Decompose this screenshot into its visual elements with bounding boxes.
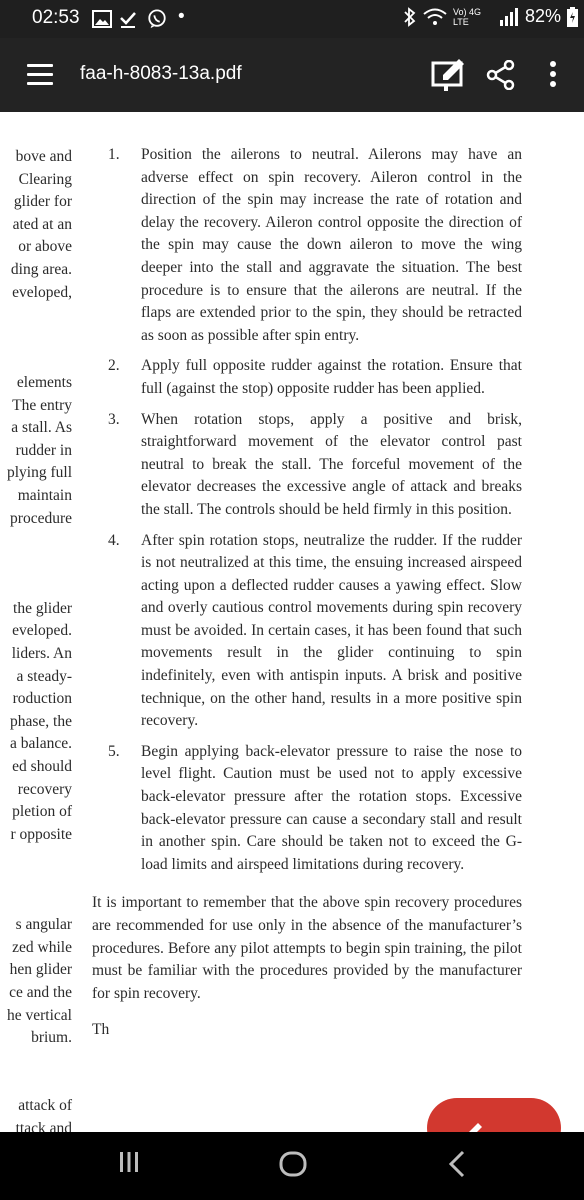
left-column-line: [0, 553, 72, 576]
signal-icon: [499, 8, 519, 26]
step-text: When rotation stops, apply a positive and brisk, straightforward movement of the elevator control past neutral to break the stall. The forceful movement of the elevator decreases the excessive angle of attack and breaks the stall. The controls should be held firmly in this position.: [141, 410, 522, 518]
step-number: 4.: [108, 531, 120, 549]
left-column-line: [0, 304, 72, 327]
status-right-group: [403, 6, 578, 27]
left-column-line: bove and: [15, 148, 72, 165]
battery-charging-icon: [567, 7, 578, 27]
step-text: Begin applying back-elevator pressure to raise the nose to level flight. Caution must be used not to apply excessive back-elevator pressure after the rotation stops. Excessive back-elevator pressure can cause a secondary stall and result in another spin. Care should be taken not to exceed the G-load limits and airspeed limitations during recovery.: [141, 742, 522, 873]
left-column-line: zed while: [12, 938, 72, 956]
left-column-line: [0, 1050, 72, 1073]
left-column-line: a balance.: [10, 735, 72, 753]
left-column-line: maintain: [17, 486, 72, 504]
left-column-line: attack of: [18, 1096, 72, 1114]
left-column-line: ce and the: [9, 983, 72, 1001]
left-column-line: ed should: [12, 758, 72, 776]
home-icon[interactable]: [279, 1150, 307, 1178]
left-column-line: plying full: [6, 464, 72, 482]
menu-icon[interactable]: [27, 64, 53, 86]
step-text: Position the ailerons to neutral. Ailerons may have an adverse effect on spin recovery. Aileron control in the direction of the spin may increase the rate of rotation and delay the recovery. Aileron control opposite the direction of the spin may cause the down aileron to move the wing deeper into the stall and aggravate the situation. The best procedure is to ensure that the ailerons are neutral. If the flaps are extended prior to the spin, they should be retracted as soon as possible after spin entry.: [141, 146, 522, 344]
step-item: [92, 409, 522, 522]
left-column-line: eveloped,: [12, 283, 72, 301]
left-column-line: [0, 349, 72, 372]
left-column-line: recovery: [17, 780, 72, 798]
step-item: [92, 355, 522, 400]
left-column-line: pletion of: [12, 803, 72, 821]
left-column-line: ding area.: [10, 260, 72, 278]
left-column-line: eveloped.: [12, 622, 72, 640]
step-item: [92, 530, 522, 733]
right-column: [92, 144, 522, 1042]
left-column-line: rudder in: [15, 441, 72, 459]
left-column-line: [0, 575, 72, 598]
left-column-line: roduction: [12, 690, 72, 708]
left-column-line: he vertical: [7, 1006, 72, 1024]
network-label: Vo) 4G LTE: [452, 6, 481, 27]
left-column-line: hen glider: [9, 961, 72, 979]
left-column-fragment: [0, 146, 72, 1132]
status-bar: [0, 0, 584, 38]
download-done-icon: [118, 9, 138, 29]
wifi-icon: [423, 8, 447, 26]
recent-apps-icon[interactable]: [118, 1150, 140, 1174]
left-column-line: Clearing: [18, 170, 72, 188]
app-bar: [0, 38, 584, 112]
left-column-line: ttack and: [15, 1119, 72, 1132]
step-item: [92, 741, 522, 877]
more-options-icon[interactable]: [549, 60, 557, 88]
left-column-line: the glider: [13, 599, 72, 617]
step-text: After spin rotation stops, neutralize the rudder. If the rudder is not neutralized at this time, the ensuing increased airspeed acting upon a deflected rudder causes a yawing effect. Slow and overly cautious control movements during spin recovery must be avoided. In certain cases, it has been found that such movements result in the glider continuing to spin indefinitely, even with antispin inputs. A brisk and positive technique, on the other hand, results in a more positive spin recovery.: [141, 531, 522, 730]
left-column-line: s angular: [15, 916, 72, 934]
left-column-line: phase, the: [10, 712, 72, 730]
document-title: faa-h-8083-13a.pdf: [80, 63, 242, 84]
status-time: 02:53: [32, 7, 80, 28]
closing-paragraph: It is important to remember that the above spin recovery procedures are recommended for use only in the absence of the manufacturer’s procedures. Before any pilot attempts to begin spin training, the pilot must be familiar with the procedures provided by the manufacturer for spin recovery.: [92, 894, 522, 1002]
step-number: 2.: [108, 357, 120, 375]
left-column-line: [0, 846, 72, 869]
left-column-line: a stall. As: [11, 419, 72, 437]
left-column-line: brium.: [31, 1029, 72, 1047]
navigation-bar: [0, 1132, 584, 1200]
left-column-line: elements: [16, 373, 72, 391]
notification-dot: •: [178, 6, 185, 27]
left-column-line: r opposite: [10, 825, 72, 843]
left-column-line: [0, 1072, 72, 1095]
step-item: [92, 144, 522, 347]
left-column-line: [0, 892, 72, 915]
step-number: 1.: [108, 146, 120, 163]
viber-icon: [146, 9, 168, 29]
step-text: Apply full opposite rudder against the rotation. Ensure that full (against the stop) opposite rudder has been applied.: [141, 357, 522, 397]
left-column-line: [0, 869, 72, 892]
left-column-line: [0, 327, 72, 350]
left-column-line: liders. An: [11, 645, 72, 663]
step-number: 5.: [108, 742, 120, 760]
edit-document-icon[interactable]: [431, 58, 467, 92]
spin-recovery-steps: [92, 144, 522, 876]
bluetooth-icon: [403, 7, 417, 27]
back-icon[interactable]: [448, 1150, 466, 1178]
pdf-page-view[interactable]: [0, 112, 584, 1132]
left-column-line: a steady-: [16, 667, 72, 685]
cut-off-line: Th: [92, 1021, 110, 1039]
battery-percent: 82%: [524, 6, 561, 26]
left-column-line: glider for: [13, 193, 72, 211]
gallery-icon: [92, 9, 112, 29]
share-icon[interactable]: [486, 60, 516, 90]
left-column-line: procedure: [10, 509, 72, 527]
step-number: 3.: [108, 410, 120, 428]
left-column-line: The entry: [12, 396, 72, 414]
left-column-line: [0, 530, 72, 553]
left-column-line: ated at an: [12, 215, 72, 233]
left-column-line: or above: [18, 238, 72, 256]
